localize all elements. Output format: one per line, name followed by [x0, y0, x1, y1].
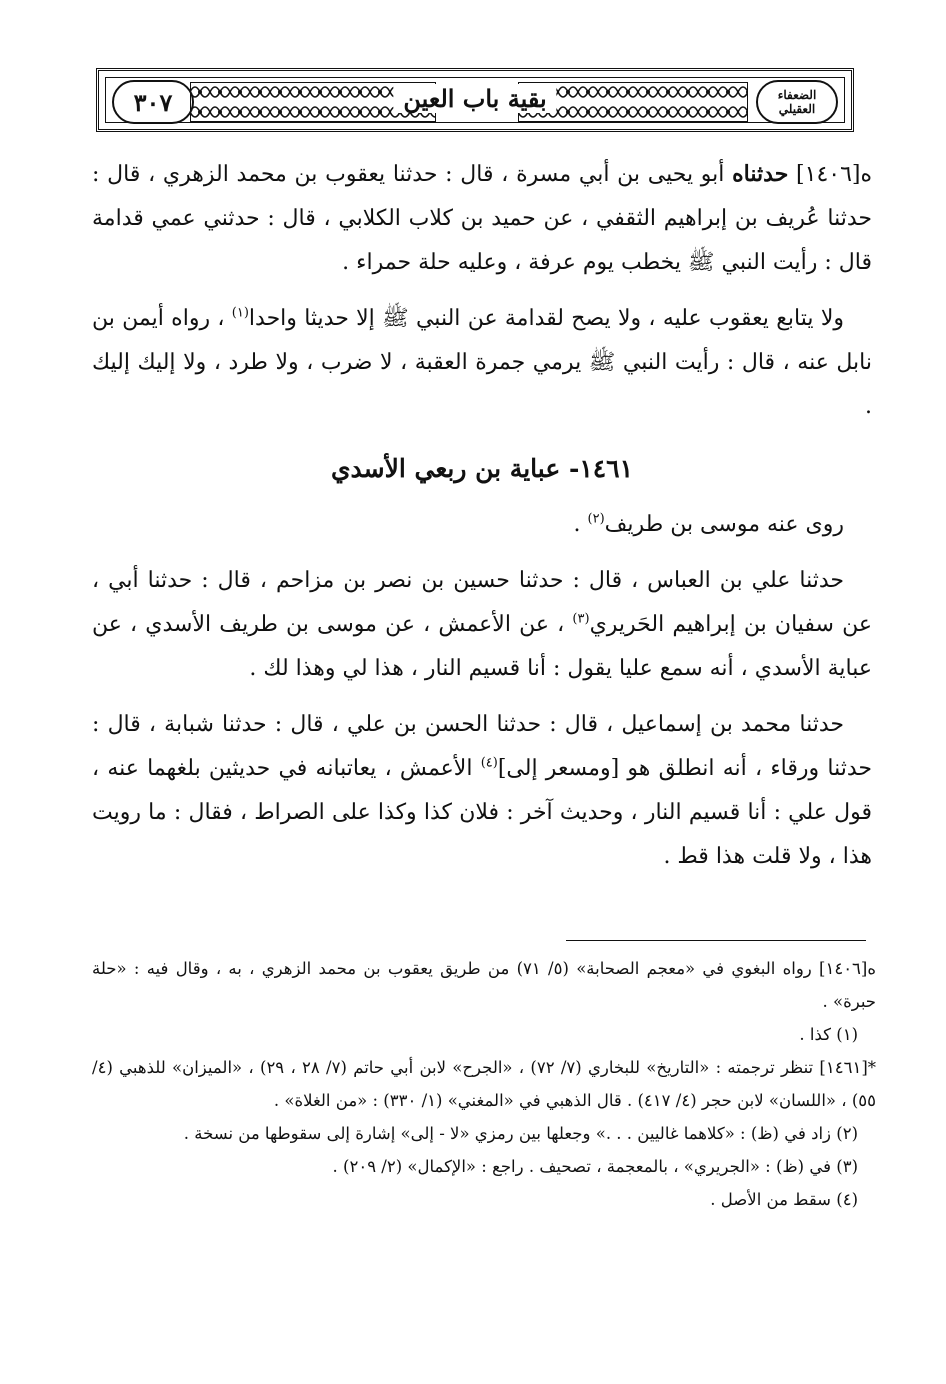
footnote-1406: ه[١٤٠٦] رواه البغوي في «معجم الصحابة» (٥/ ٧١) من طريق يعقوب بن محمد الزهري ، به ، وقال فيه : «حلة حبرة» . — [92, 959, 877, 1011]
footnote-ref-2: (٢) — [587, 511, 605, 527]
keyword-haddathanahu: حدثناه — [732, 161, 789, 187]
book-logo: الضعفاء العقيلي — [777, 88, 817, 116]
isnad-paragraph-1: حدثنا علي بن العباس ، قال : حدثنا حسين بن نصر بن مزاحم ، قال : حدثنا أبي ، عن سفيان بن إبراهيم الحَريري$^{(٣)}$ ، عن الأعمش ، عن موسى بن طريف الأسدي ، عن عباية الأسدي ، أنه سمع عليا يقول : أنا قسيم النار ، هذا لي وهذا لك . — [92, 568, 872, 681]
page-number: ٣٠٧ — [133, 87, 173, 117]
book-logo-badge — [756, 80, 838, 124]
footnote-4: (٤) سقط من الأصل . — [710, 1190, 858, 1209]
footnote-divider — [566, 940, 866, 941]
entry-title-1461: ١٤٦١- عباية بن ربعي الأسدي — [330, 454, 634, 483]
page-number-badge — [112, 80, 194, 124]
footnote-3: (٣) في (ظ) : «الجريري» ، بالمعجمة ، تصحيف . راجع : «الإكمال» (٢/ ٢٠٩) . — [332, 1157, 858, 1176]
footnotes — [92, 952, 876, 1216]
footnote-ref-1: (١) — [231, 305, 249, 321]
narrator-paragraph: روى عنه موسى بن طريف$^{(٢)}$ . — [573, 511, 844, 537]
header-frame — [105, 77, 845, 123]
footnote-ref-3: (٣) — [572, 611, 590, 627]
isnad-paragraph-2: حدثنا محمد بن إسماعيل ، قال : حدثنا الحسن بن علي ، قال : حدثنا شبابة ، قال : حدثنا ورقاء ، أنه انطلق هو [ومسعر إلى]$^{(٤)}$ الأعمش ، يعاتبانه في حديثين بلغهما عنه ، قول علي : أنا قسيم النار ، وحديث آخر : فلان كذا وكذا على الصراط ، فقال : ما رويت هذا ، ولا قلت هذا قط . — [92, 712, 872, 869]
footnote-2: (٢) زاد في (ظ) : «كلاهما غاليين . . .» وجعلها بين رمزي «لا - إلى» إشارة إلى سقوطها من نسخة . — [183, 1124, 858, 1143]
footnote-1461: *[١٤٦١] تنظر ترجمته : «التاريخ» للبخاري (٧/ ٧٢) ، «الجرح» لابن أبي حاتم (٧/ ٢٨ ، ٢٩) ، «الميزان» للذهبي (٤/ ٥٥) ، «اللسان» لابن حجر (٤/ ٤١٧) . قال الذهبي في «المغني» (١/ ٣٣٠) : «من الغلاة» . — [92, 1058, 876, 1110]
footnote-ref-4: (٤) — [480, 755, 498, 771]
hadith-1406: ه[١٤٠٦] حدثناه أبو يحيى بن أبي مسرة ، قال : حدثنا يعقوب بن محمد الزهري ، قال : حدثنا عُريف بن إبراهيم الثقفي ، عن حميد بن كلاب الكلابي ، قال : حدثني عمي قدامة قال : رأيت النبي ﷺ يخطب يوم عرفة ، وعليه حلة حمراء . — [92, 161, 872, 275]
commentary-paragraph: ولا يتابع يعقوب عليه ، ولا يصح لقدامة عن النبي ﷺ إلا حديثا واحدا$^{(١)}$ ، رواه أيمن بن نابل عنه ، قال : رأيت النبي ﷺ يرمي جمرة العقبة ، لا ضرب ، ولا طرد ، ولا إليك إليك . — [92, 305, 872, 419]
running-header — [96, 68, 854, 132]
running-title: بقية باب العين — [393, 84, 556, 113]
main-text — [92, 152, 872, 891]
hadith-number: ه[١٤٠٦] — [796, 162, 872, 187]
footnote-1: (١) كذا . — [799, 1025, 858, 1044]
